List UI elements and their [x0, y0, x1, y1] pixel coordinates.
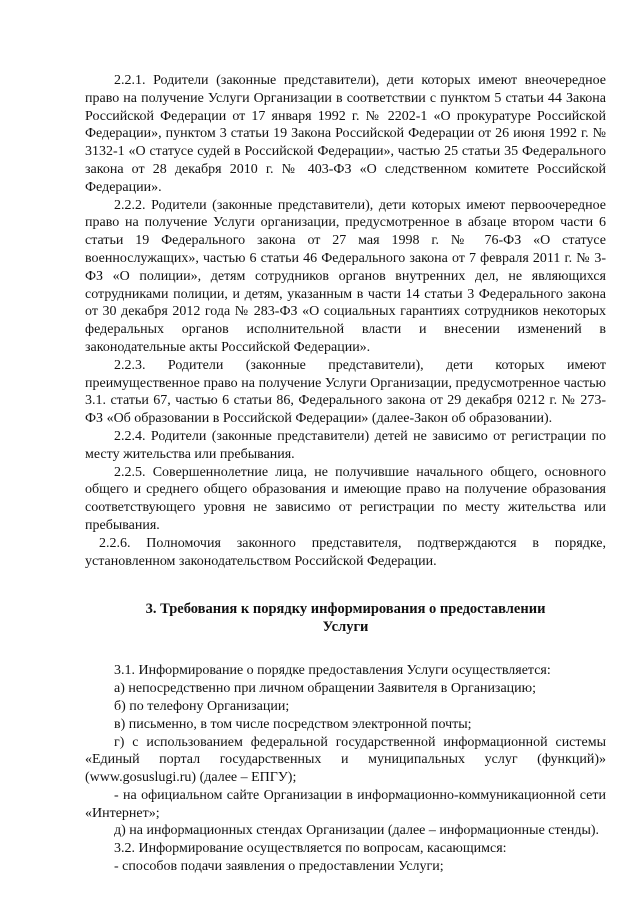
section-3-heading-line-1: 3. Требования к порядку информирования о предоставлении — [145, 601, 546, 618]
list-item-application-methods: - способов подачи заявления о предоставлении Услуги; — [114, 859, 444, 875]
paragraph-3-2: 3.2. Информирование осуществляется по вопросам, касающимся: — [114, 841, 507, 857]
paragraph-2-2-2: 2.2.2. Родители (законные представители), дети которых имеют первоочередное право на получение Услуги организации, предусмотренное в абзаце втором части 6 статьи 19 Федерального закона от 27 мая 1998 г. № 76-ФЗ «О статусе военнослужащих», частью 6 статьи 46 Федерального закона от 7 февраля 2011 г. № 3-ФЗ «О полиции», детям сотрудников органов внутренних дел, не являющихся сотрудниками полиции, и детям, указанным в части 14 статьи 3 Федерального закона от 30 декабря 2012 года № 283-ФЗ «О социальных гарантиях сотрудников некоторых федеральных органов исполнительной власти и внесении изменений в законодательные акты Российской Федерации». — [85, 197, 606, 355]
list-item-v: в) письменно, в том числе посредством электронной почты; — [114, 716, 472, 732]
list-item-a: а) непосредственно при личном обращении Заявителя в Организацию; — [114, 681, 537, 697]
list-item-website: - на официальном сайте Организации в информационно-коммуникационной сети «Интернет»; — [85, 787, 606, 821]
paragraph-2-2-5: 2.2.5. Совершеннолетние лица, не получившие начального общего, основного общего и среднего общего образования и имеющие право на получение образования соответствующего уровня не зависимо от регистрации по месту жительства или пребывания. — [85, 464, 606, 533]
paragraph-2-2-6: 2.2.6. Полномочия законного представителя, подтверждаются в порядке, установленном законодательством Российской Федерации. — [85, 535, 606, 569]
paragraph-2-2-1: 2.2.1. Родители (законные представители), дети которых имеют внеочередное право на получение Услуги Организации в соответствии с пунктом 5 статьи 44 Закона Российской Федерации от 17 января 1992 г. № 2202-1 «О прокуратуре Российской Федерации», пунктом 3 статьи 19 Закона Российской Федерации от 26 июня 1992 г. № 3132-1 «О статусе судей в Российской Федерации», частью 25 статьи 35 Федерального закона от 28 декабря 2010 г. № 403-ФЗ «О следственном комитете Российской Федерации». — [85, 73, 606, 195]
list-item-b: б) по телефону Организации; — [114, 698, 290, 714]
paragraph-2-2-4: 2.2.4. Родители (законные представители) детей не зависимо от регистрации по месту жительства или пребывания. — [85, 428, 606, 462]
list-item-g: г) с использованием федеральной государственной информационной системы «Единый портал государственных и муниципальных услуг (функций)» (www.gosuslugi.ru) (далее – ЕПГУ); — [85, 734, 606, 786]
paragraph-2-2-3: 2.2.3. Родители (законные представители), дети которых имеют преимущественное право на получение Услуги Организации, предусмотренное частью 3.1. статьи 67, частью 6 статьи 86, Федерального закона от 29 декабря 0212 г. № 273-ФЗ «Об образовании в Российской Федерации» (далее-Закон об образовании). — [85, 357, 606, 427]
list-item-d: д) на информационных стендах Организации (далее – информационные стенды). — [114, 823, 600, 839]
document-body — [85, 72, 606, 876]
paragraph-3-1: 3.1. Информирование о порядке предоставления Услуги осуществляется: — [114, 663, 551, 679]
section-3-heading-line-2: Услуги — [322, 619, 369, 636]
section-3-heading — [85, 600, 606, 636]
